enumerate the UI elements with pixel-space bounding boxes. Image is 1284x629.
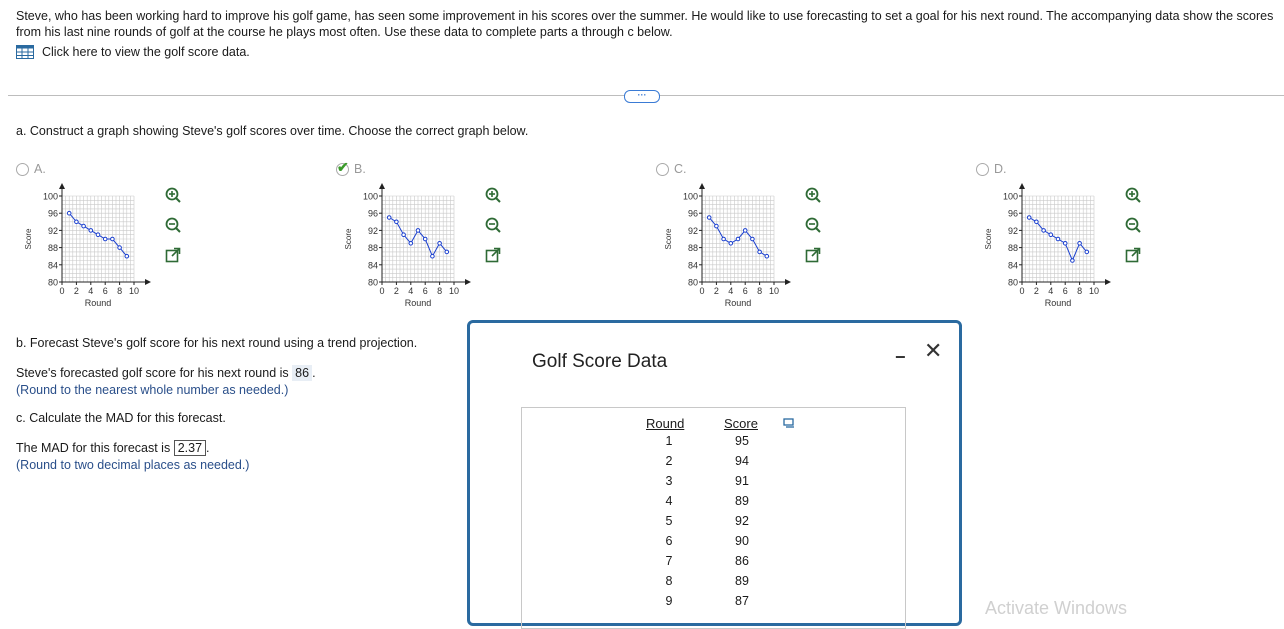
- y-tick-label: 80: [1007, 277, 1018, 288]
- x-tick-label: 10: [448, 286, 460, 296]
- data-point: [387, 216, 391, 220]
- zoom-in-icon[interactable]: [164, 186, 182, 204]
- option-b-label: B.: [354, 162, 366, 176]
- data-point: [729, 242, 733, 246]
- x-tick-label: 0: [699, 286, 705, 296]
- radio-icon[interactable]: [656, 163, 669, 176]
- part-b-hint: (Round to the nearest whole number as needed.): [16, 383, 289, 397]
- data-point: [75, 220, 79, 224]
- option-b[interactable]: [336, 158, 366, 176]
- x-tick-label: 0: [59, 286, 65, 296]
- option-a[interactable]: [16, 162, 46, 176]
- x-axis-label: Round: [84, 298, 112, 308]
- y-axis-arrow: [699, 183, 705, 189]
- y-tick-label: 92: [687, 225, 698, 236]
- y-tick-label: 88: [1007, 243, 1018, 254]
- data-point: [89, 229, 93, 233]
- data-point: [96, 233, 100, 237]
- y-axis-label: Score: [344, 228, 353, 250]
- option-c[interactable]: [656, 162, 687, 176]
- minimize-button[interactable]: −: [895, 347, 906, 367]
- y-tick-label: 96: [47, 208, 58, 219]
- golf-score-data-dialog: [467, 320, 962, 626]
- radio-icon[interactable]: [16, 163, 29, 176]
- x-axis-arrow: [1105, 279, 1111, 285]
- y-tick-label: 96: [367, 208, 378, 219]
- part-b-section: [16, 336, 417, 472]
- x-axis-arrow: [145, 279, 151, 285]
- x-tick-label: 8: [117, 286, 123, 296]
- dialog-title: Golf Score Data: [532, 351, 668, 372]
- zoom-out-icon[interactable]: [164, 216, 182, 234]
- x-tick-label: 4: [1048, 286, 1054, 296]
- data-point: [402, 233, 406, 237]
- y-tick-label: 84: [367, 260, 378, 271]
- data-point: [82, 224, 86, 228]
- x-tick-label: 2: [73, 286, 79, 296]
- x-tick-label: 10: [128, 286, 140, 296]
- table-cell-score: 94: [735, 454, 749, 468]
- problem-statement: Steve, who has been working hard to improve his golf game, has seen some improvement in his scores over the summer. He would like to use forecasting to set a goal for his next round. The accompanying data show the scores from his last nine rounds of golf at the course he plays most often. Use these data to complete parts a through c below.: [16, 9, 1274, 39]
- y-tick-label: 96: [1007, 208, 1018, 219]
- data-point: [125, 254, 129, 258]
- data-point: [111, 237, 115, 241]
- data-point: [1078, 242, 1082, 246]
- x-tick-label: 8: [757, 286, 763, 296]
- zoom-out-icon[interactable]: [484, 216, 502, 234]
- table-cell-round: 7: [665, 554, 673, 568]
- graph-option-d: [982, 182, 1112, 314]
- x-tick-label: 10: [1088, 286, 1100, 296]
- part-b-answer-prefix: Steve's forecasted golf score for his next round is: [16, 366, 289, 380]
- x-axis-label: Round: [724, 298, 752, 308]
- table-cell-score: 90: [735, 534, 749, 548]
- table-cell-round: 8: [665, 574, 673, 588]
- y-tick-label: 92: [1007, 225, 1018, 236]
- x-tick-label: 0: [1019, 286, 1025, 296]
- data-point: [722, 237, 726, 241]
- table-cell-round: 9: [665, 594, 673, 608]
- data-point: [1027, 216, 1031, 220]
- table-cell-score: 95: [735, 434, 749, 448]
- y-tick-label: 92: [367, 225, 378, 236]
- x-tick-label: 10: [768, 286, 780, 296]
- data-point: [431, 254, 435, 258]
- data-point: [1042, 229, 1046, 233]
- zoom-out-icon[interactable]: [1124, 216, 1142, 234]
- y-tick-label: 92: [47, 225, 58, 236]
- column-header-score: Score: [724, 416, 758, 431]
- y-tick-label: 80: [367, 277, 378, 288]
- golf-data-link[interactable]: [16, 45, 250, 59]
- graph-tools-a: [164, 186, 182, 264]
- x-tick-label: 0: [379, 286, 385, 296]
- y-tick-label: 84: [1007, 260, 1018, 271]
- data-point: [445, 250, 449, 254]
- table-cell-score: 86: [735, 554, 749, 568]
- x-axis-label: Round: [1044, 298, 1072, 308]
- data-point: [416, 229, 420, 233]
- x-tick-label: 2: [393, 286, 399, 296]
- zoom-in-icon[interactable]: [484, 186, 502, 204]
- y-tick-label: 100: [1002, 191, 1018, 202]
- data-point: [438, 242, 442, 246]
- option-d[interactable]: [976, 162, 1007, 176]
- part-c-answer-line: [16, 441, 417, 455]
- data-table: [521, 407, 906, 629]
- part-b-answer-suffix: .: [312, 366, 316, 380]
- table-cell-score: 89: [735, 574, 749, 588]
- x-tick-label: 4: [728, 286, 734, 296]
- windows-watermark: Activate Windows: [985, 598, 1128, 618]
- data-point: [1071, 259, 1075, 263]
- graph-tools-b: [484, 186, 502, 264]
- zoom-in-icon[interactable]: [1124, 186, 1142, 204]
- table-cell-round: 5: [665, 514, 673, 528]
- data-point: [409, 242, 413, 246]
- table-cell-round: 4: [665, 494, 673, 508]
- expand-more-button[interactable]: ···: [624, 90, 660, 103]
- y-axis-label: Score: [984, 228, 993, 250]
- x-tick-label: 4: [408, 286, 414, 296]
- table-icon: [16, 45, 34, 59]
- graph-option-c: [662, 182, 792, 314]
- radio-icon[interactable]: [336, 158, 349, 176]
- zoom-in-icon[interactable]: [804, 186, 822, 204]
- x-tick-label: 2: [713, 286, 719, 296]
- data-point: [743, 229, 747, 233]
- x-tick-label: 2: [1033, 286, 1039, 296]
- data-link-label: Click here to view the golf score data.: [42, 45, 250, 59]
- part-c-answer-suffix: .: [206, 441, 210, 455]
- open-external-icon[interactable]: [484, 246, 502, 264]
- table-cell-score: 87: [735, 594, 749, 608]
- data-point: [395, 220, 399, 224]
- x-tick-label: 6: [1062, 286, 1068, 296]
- data-point: [765, 254, 769, 258]
- x-tick-label: 6: [102, 286, 108, 296]
- table-cell-round: 3: [665, 474, 673, 488]
- data-point: [423, 237, 427, 241]
- y-tick-label: 96: [687, 208, 698, 219]
- open-external-icon[interactable]: [1124, 246, 1142, 264]
- y-tick-label: 100: [682, 191, 698, 202]
- part-c-hint: (Round to two decimal places as needed.): [16, 458, 250, 472]
- data-point: [1085, 250, 1089, 254]
- x-axis-label: Round: [404, 298, 432, 308]
- table-cell-score: 91: [735, 474, 749, 488]
- y-tick-label: 100: [362, 191, 378, 202]
- data-point: [103, 237, 107, 241]
- y-tick-label: 88: [47, 243, 58, 254]
- open-external-icon[interactable]: [164, 246, 182, 264]
- graph-tools-d: [1124, 186, 1142, 264]
- x-tick-label: 6: [422, 286, 428, 296]
- y-tick-label: 100: [42, 191, 58, 202]
- data-point: [1063, 242, 1067, 246]
- copy-icon[interactable]: [783, 418, 795, 428]
- part-a-prompt: a. Construct a graph showing Steve's golf scores over time. Choose the correct graph below.: [16, 124, 529, 138]
- x-axis-arrow: [465, 279, 471, 285]
- data-point: [758, 250, 762, 254]
- graph-option-b: [342, 182, 472, 314]
- data-point: [1056, 237, 1060, 241]
- y-axis-label: Score: [24, 228, 33, 250]
- x-tick-label: 8: [437, 286, 443, 296]
- x-tick-label: 8: [1077, 286, 1083, 296]
- data-point: [715, 224, 719, 228]
- option-d-label: D.: [994, 162, 1007, 176]
- y-axis-arrow: [1019, 183, 1025, 189]
- data-point: [1049, 233, 1053, 237]
- table-cell-round: 6: [665, 534, 673, 548]
- table-cell-round: 1: [665, 434, 673, 448]
- zoom-out-icon[interactable]: [804, 216, 822, 234]
- option-a-label: A.: [34, 162, 46, 176]
- table-cell-score: 89: [735, 494, 749, 508]
- mad-answer-field[interactable]: 2.37: [174, 440, 206, 456]
- data-point: [67, 211, 71, 215]
- checkmark-icon: ✔: [337, 158, 349, 175]
- part-c-answer-prefix: The MAD for this forecast is: [16, 441, 171, 455]
- y-tick-label: 88: [687, 243, 698, 254]
- x-axis-arrow: [785, 279, 791, 285]
- close-button[interactable]: ✕: [924, 338, 943, 363]
- open-external-icon[interactable]: [804, 246, 822, 264]
- data-point: [118, 246, 122, 250]
- y-tick-label: 84: [687, 260, 698, 271]
- data-point: [751, 237, 755, 241]
- data-point: [736, 237, 740, 241]
- graph-option-a: [22, 182, 152, 314]
- part-c-prompt: c. Calculate the MAD for this forecast.: [16, 411, 226, 425]
- y-axis-label: Score: [664, 228, 673, 250]
- option-c-label: C.: [674, 162, 687, 176]
- y-tick-label: 88: [367, 243, 378, 254]
- data-point: [707, 216, 711, 220]
- column-header-round: Round: [646, 416, 685, 431]
- part-b-answer-line: [16, 366, 417, 380]
- x-tick-label: 4: [88, 286, 94, 296]
- y-axis-arrow: [379, 183, 385, 189]
- table-cell-score: 92: [735, 514, 749, 528]
- table-cell-round: 2: [665, 454, 673, 468]
- y-axis-arrow: [59, 183, 65, 189]
- radio-icon[interactable]: [976, 163, 989, 176]
- y-tick-label: 84: [47, 260, 58, 271]
- y-tick-label: 80: [47, 277, 58, 288]
- part-b-prompt: b. Forecast Steve's golf score for his next round using a trend projection.: [16, 336, 418, 350]
- forecast-answer-field[interactable]: 86: [292, 365, 312, 381]
- x-tick-label: 6: [742, 286, 748, 296]
- y-tick-label: 80: [687, 277, 698, 288]
- graph-tools-c: [804, 186, 822, 264]
- data-point: [1035, 220, 1039, 224]
